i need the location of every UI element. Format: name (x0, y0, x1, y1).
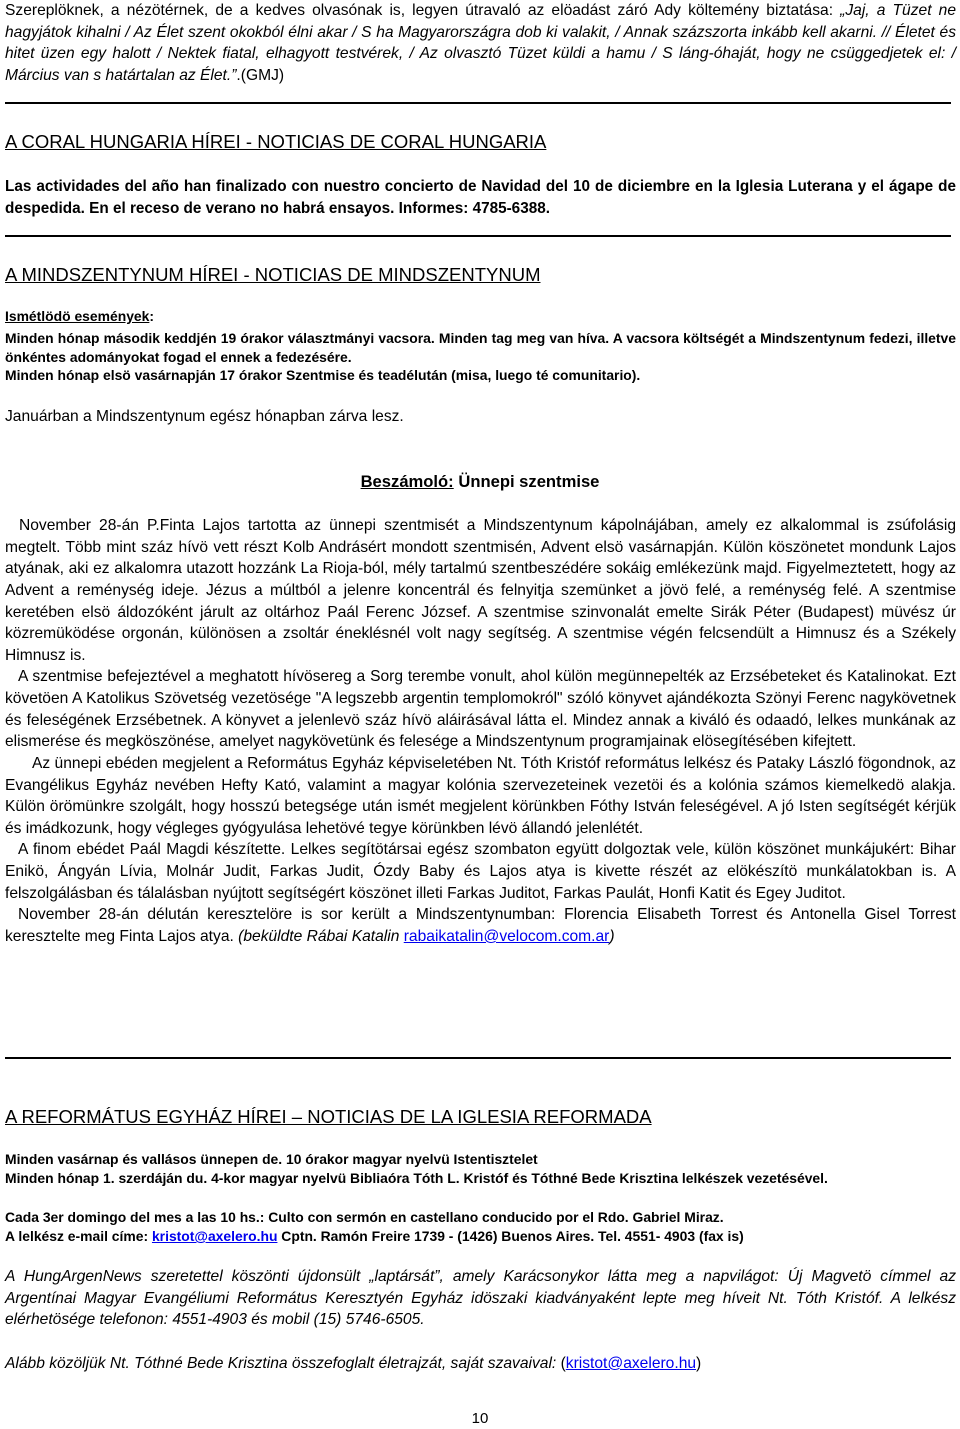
report-title (0, 472, 960, 492)
monthly-dinner-text: Minden hónap második keddjén 19 órakor választmányi vacsora. Minden tag meg van híva. A vacsora költségét a Mindszentynum fedezi, illetve önkéntes adományokat fogad el ennek a fedezésére. (5, 330, 956, 366)
biography-intro-text: Alább közöljük Nt. Tóthné Bede Krisztina összefoglalt életrajzát, saját szavaival: (5, 1355, 561, 1372)
report-title-text: Ünnepi szentmise (453, 472, 600, 491)
section-divider (5, 102, 951, 104)
new-publication-paragraph: A HungArgenNews szeretettel köszönti újdonsült „laptársát”, amely Karácsonykor látta meg a napvilágot: Új Magvetö címmel az Argentínai Magyar Evangéliumi Református Keresztyén Egyház idöszaki kiadványaként lepte meg híveit Nt. Tóth Kristóf. A lelkész elérhetösége telefonon: 4551-4903 és mobil (15) 5746-6505. (5, 1268, 956, 1329)
coral-heading: A CORAL HUNGARIA HÍREI - NOTICIAS DE CORAL HUNGARIA (5, 131, 547, 152)
report-paragraph: A finom ebédet Paál Magdi készítette. Lelkes segítötársai egész szombaton együtt dolgoztak vele, külön köszönet munkájukért: Bihar Enikö, Ángyán Lívia, Molnár Judit, Farkas Judit, Ózdy Baby és Lajos atya is kivette részét az elökészítö munkálatokban is. A felszolgálásban és tálalásban nyújtott segítségért köszönet illeti Farkas Juditot, Farkas Paulát, Honfi Katit és Egey Juditot. (5, 841, 956, 902)
page-number: 10 (471, 1410, 489, 1427)
bio-paren-close: ) (696, 1355, 702, 1372)
report-title-label: Beszámoló: (360, 472, 454, 491)
mindszentynum-heading: A MINDSZENTYNUM HÍREI - NOTICIAS DE MINDSZENTYNUM (5, 264, 541, 285)
intro-signature: .(GMJ) (236, 66, 285, 84)
intro-text: Szereplöknek, a nézötérnek, de a kedves olvasónak is, legyen útravaló az elöadást záró Ady költemény biztatása: (5, 2, 841, 19)
pastor-email-label: A lelkész e-mail címe: (5, 1228, 152, 1244)
report-email-link[interactable]: rabaikatalin@velocom.com.ar (403, 927, 610, 945)
reformatus-heading: A REFORMÁTUS EGYHÁZ HÍREI – NOTICIAS DE LA IGLESIA REFORMADA (5, 1106, 652, 1127)
sunday-service-text: Minden vasárnap és vallásos ünnepen de. 10 órakor magyar nyelvü Istentisztelet (5, 1151, 538, 1167)
bible-class-text: Minden hónap 1. szerdáján du. 4-kor magyar nyelvü Bibliaóra Tóth L. Kristóf és Tóthné Bede Krisztina lelkészek vezetésével. (5, 1170, 828, 1186)
report-paragraph (5, 904, 956, 947)
pastor-contact (5, 1227, 956, 1246)
report-paragraph: A szentmise befejeztével a meghatott hívösereg a Sorg terembe vonult, ahol külön megünnepelték az Erzsébeteket és Katalinokat. Ezt követöen A Katolikus Szövetség vezetösége "A legszebb argentin templomokról" szóló könyvet ajándékozta Szönyi Ferenc nagykövetnek és feleségének Erzsébetnek. A könyvet a jelenlevö száz hívö aláirásával látta el. Mindez annak a kiváló és odaadó, lelkes munkának az elismerése és megköszönése, amelyet nagykövetünk és felesége a Mindszentynum programjainak elösegítésében kifejtett. (5, 668, 956, 751)
report-body (5, 515, 956, 948)
pastor-email-link[interactable]: kristot@axelero.hu (151, 1228, 278, 1244)
events-label: Ismétlödö események (5, 308, 150, 324)
monthly-mass-text: Minden hónap elsö vasárnapján 17 órakor Szentmise és teadélután (misa, luego té comunitario). (5, 367, 641, 383)
bio-paren-open: ( (560, 1355, 566, 1372)
report-paragraph: November 28-án P.Finta Lajos tartotta az ünnepi szentmisét a Mindszentynum kápolnájában, amely ez alkalommal is zsúfolásig megtelt. Több mint száz hívö vett részt Kolb Andrásért mondott szentmisén, Advent elsö vasárnapján. Külön köszönetet mondunk Lajos atyának, aki ez alkalomra utazott hozzánk La Rioja-ból, mély tartalmú szentbeszédére sokáig emlékezünk majd. Figyelmeztetett, hogy az Advent a reménység ideje. Jézus a múltból a jelenre koncentrál és felnyitja szemünket a jövö felé, a reménység felé. A szentmise keretében elsö áldozóként járult az oltárhoz Paál Ferenc József. A szentmise szinvonalát emelte Sirák Péter (Budapest) müvész úr közremüködése orgonán, különösen a zsoltár éneklésnél volt nagy segítség. A szentmise végén felcsendült a Himnusz és a Székely Himnusz is. (5, 517, 956, 664)
january-closed-text: Januárban a Mindszentynum egész hónapban zárva lesz. (5, 408, 404, 425)
pastor-address: Cptn. Ramón Freire 1739 - (1426) Buenos Aires. Tel. 4551- 4903 (fax is) (277, 1228, 744, 1244)
events-colon: : (149, 308, 155, 324)
recurring-events-label (5, 307, 956, 326)
baptism-text: November 28-án délután keresztelöre is sor került a Mindszentynumban: Florencia Elisabeth Torrest és Antonella Gisel Torrest keresztelte meg Finta Lajos atya. (5, 906, 956, 945)
ady-poem-quote: „Jaj, a Tüzet ne hagyjátok kihalni / Az Élet szent okokból élni akar / S ha Magyarországra dob ki valakit, / Annak százszorta inkább kell akarni. // Életet és hitet üzen egy halott / Nektek fiatal, elhagyott testvérek, / Az olvasztó Tüzet küldi a hamu / S láng-óhaját, hogy ne csüggedjetek el: / Március van s határtalan az Élet.” (5, 2, 956, 84)
section-divider (5, 235, 951, 237)
biography-intro (5, 1353, 956, 1375)
report-credit: (beküldte Rábai Katalin (238, 927, 404, 945)
spanish-service-text: Cada 3er domingo del mes a las 10 hs.: Culto con sermón en castellano conducido por el Rdo. Gabriel Miraz. (5, 1209, 724, 1225)
report-paragraph: Az ünnepi ebéden megjelent a Református Egyház képviseletében Nt. Tóth Kristóf református lelkész és Pataky László fögondnok, az Evangélikus Egyház nevében Hefty Kató, valamint a magyar kolónia szervezeteinek vezetöi és a kolónia számos kiemelkedö alakja. Külön örömünkre szolgált, hogy hosszú betegsége után ismét megjelent körünkben Fóthy István feleségével. A jó Isten segítségét kérjük és imádkozunk, hogy végleges gyógyulása lehetövé tegye körünkben lévö állandó jelenlétét. (5, 754, 956, 837)
report-credit-close: ) (609, 927, 615, 945)
biography-email-link[interactable]: kristot@axelero.hu (565, 1355, 697, 1372)
section-divider (5, 1057, 951, 1059)
coral-text: Las actividades del año han finalizado con nuestro concierto de Navidad del 10 de diciembre en la Iglesia Luterana y el ágape de despedida. En el receso de verano no habrá ensayos. Informes: 4785-6388. (5, 178, 956, 217)
intro-paragraph (5, 0, 956, 86)
